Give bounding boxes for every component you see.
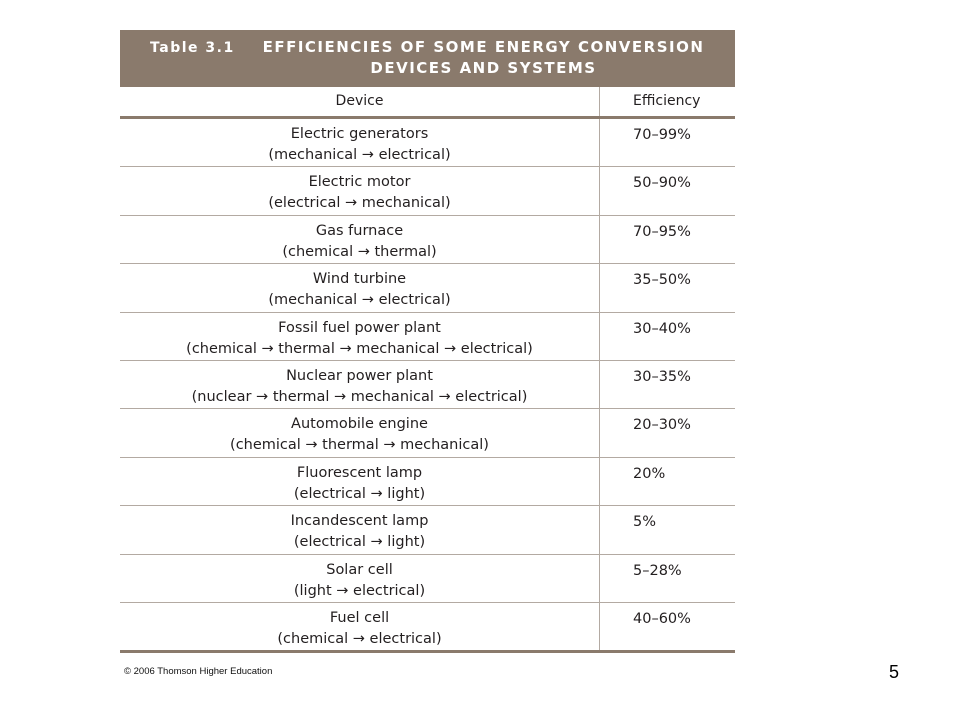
efficiency-cell: 5% xyxy=(633,514,657,531)
device-cell xyxy=(120,167,600,214)
table-row xyxy=(120,313,735,361)
device-conversion: (light → electrical) xyxy=(293,582,426,599)
device-conversion: (chemical → thermal → mechanical) xyxy=(230,437,489,454)
device-name: Incandescent lamp xyxy=(290,513,429,530)
efficiency-cell: 50–90% xyxy=(633,175,691,192)
table-number: Table 3.1 xyxy=(150,40,235,56)
efficiency-cell: 5–28% xyxy=(633,562,682,579)
table-row xyxy=(120,458,735,506)
device-conversion: (electrical → light) xyxy=(293,485,426,502)
device-name: Fluorescent lamp xyxy=(296,464,423,481)
table-row xyxy=(120,167,735,215)
device-name: Automobile engine xyxy=(291,416,428,433)
device-conversion: (mechanical → electrical) xyxy=(268,292,451,309)
table-row xyxy=(120,264,735,312)
device-name: Electric generators xyxy=(290,126,429,142)
efficiency-cell: 70–99% xyxy=(633,127,691,143)
efficiency-cell: 30–35% xyxy=(633,368,691,385)
efficiency-cell: 20% xyxy=(633,465,666,482)
header-efficiency: Efficiency xyxy=(633,93,701,109)
device-conversion: (chemical → electrical) xyxy=(277,630,442,647)
table-row xyxy=(120,603,735,653)
device-name: Gas furnace xyxy=(315,222,404,239)
table-row xyxy=(120,216,735,264)
device-name: Electric motor xyxy=(308,174,411,191)
copyright-notice: © 2006 Thomson Higher Education xyxy=(124,666,273,677)
table-row xyxy=(120,506,735,554)
header-device: Device xyxy=(120,87,600,116)
device-name: Nuclear power plant xyxy=(286,367,433,384)
device-cell xyxy=(120,555,600,602)
device-name: Wind turbine xyxy=(312,271,407,288)
efficiency-cell: 20–30% xyxy=(633,417,691,434)
page-number: 5 xyxy=(889,662,900,682)
device-cell xyxy=(120,361,600,408)
device-conversion: (electrical → light) xyxy=(293,534,426,551)
efficiency-cell: 35–50% xyxy=(633,272,691,289)
device-name: Fuel cell xyxy=(329,609,390,626)
device-conversion: (nuclear → thermal → mechanical → electrical) xyxy=(191,388,528,405)
device-cell xyxy=(120,264,600,311)
table-header-row xyxy=(120,87,735,119)
device-cell xyxy=(120,313,600,360)
device-conversion: (chemical → thermal → mechanical → electrical) xyxy=(186,340,533,357)
table-title-line-2: DEVICES AND SYSTEMS xyxy=(370,59,597,77)
device-conversion: (mechanical → electrical) xyxy=(268,147,451,163)
device-cell xyxy=(120,409,600,456)
table-row xyxy=(120,555,735,603)
device-conversion: (electrical → mechanical) xyxy=(268,195,451,212)
table-title-bar xyxy=(120,30,735,87)
table-title xyxy=(258,37,735,79)
efficiency-cell: 70–95% xyxy=(633,223,691,240)
device-name: Solar cell xyxy=(326,561,393,578)
table-body xyxy=(120,119,735,653)
device-name: Fossil fuel power plant xyxy=(278,319,441,336)
table-row xyxy=(120,409,735,457)
efficiency-cell: 40–60% xyxy=(633,610,691,627)
efficiency-cell: 30–40% xyxy=(633,320,691,337)
device-cell xyxy=(120,458,600,505)
table-row xyxy=(120,119,735,167)
device-conversion: (chemical → thermal) xyxy=(282,243,437,260)
device-cell xyxy=(120,603,600,650)
table-title-line-1: EFFICIENCIES OF SOME ENERGY CONVERSION xyxy=(262,38,705,56)
device-cell xyxy=(120,119,600,166)
efficiency-table xyxy=(120,30,735,653)
device-cell xyxy=(120,216,600,263)
table-row xyxy=(120,361,735,409)
device-cell xyxy=(120,506,600,553)
